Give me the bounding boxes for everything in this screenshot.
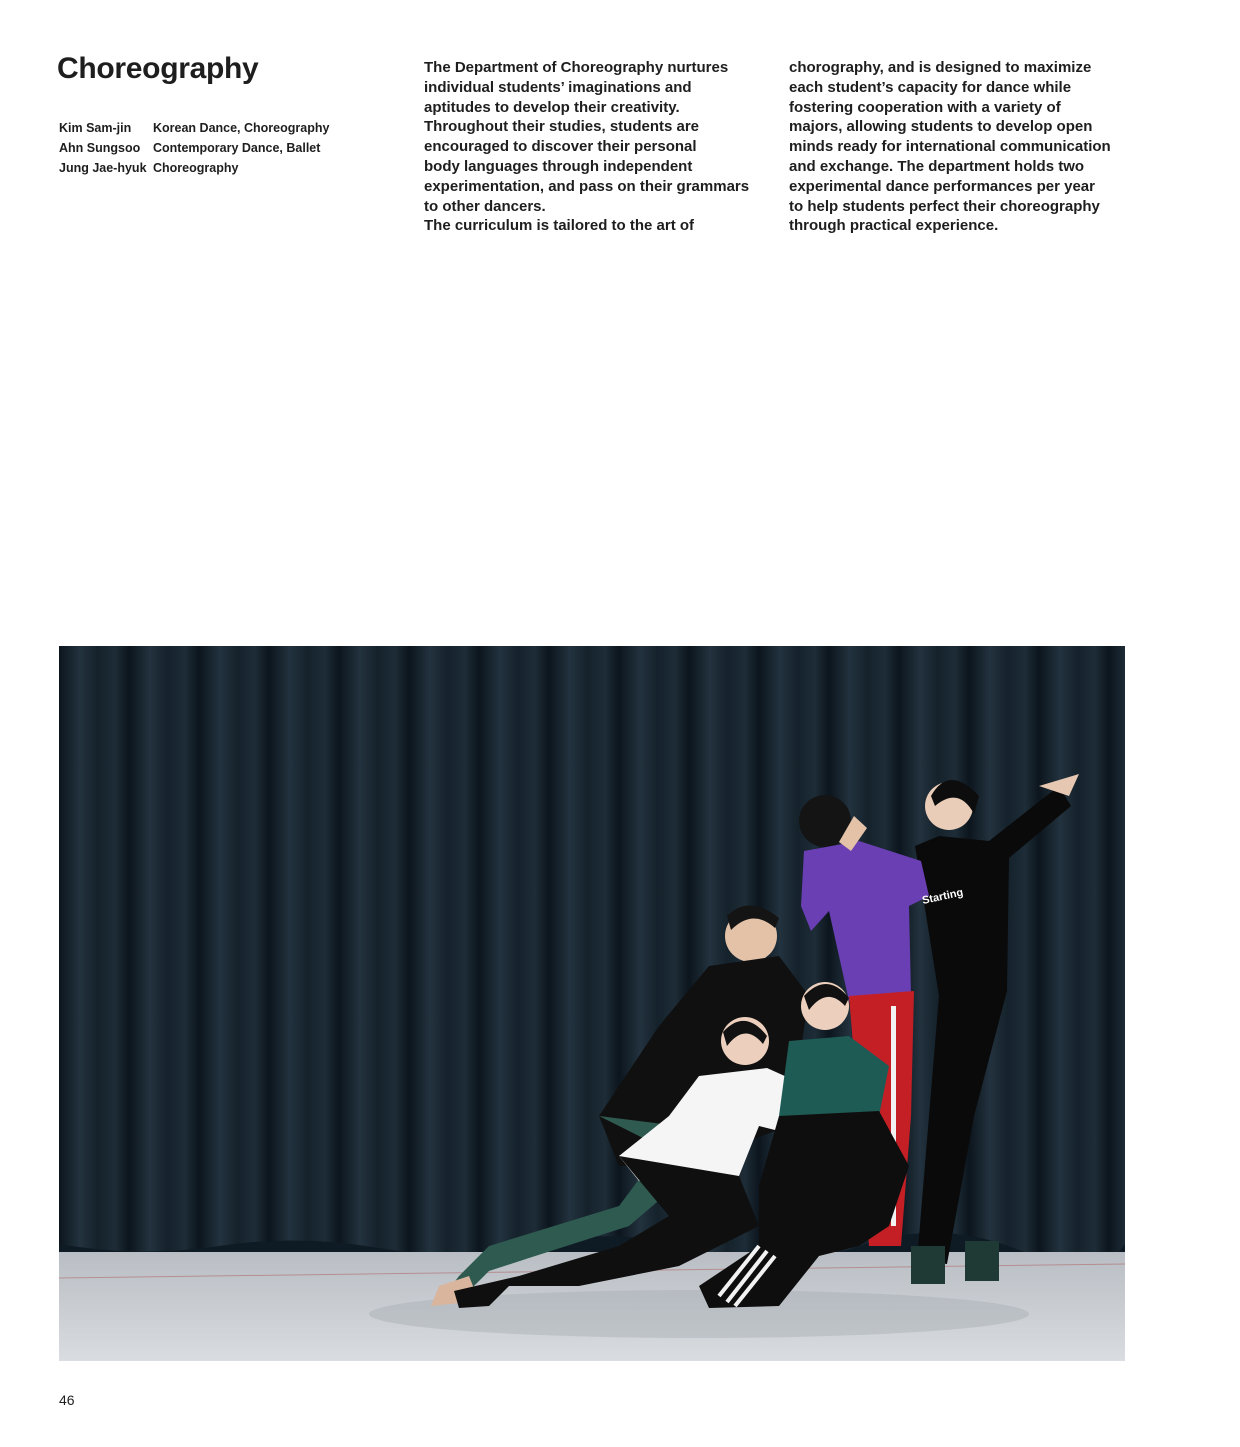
text-line: fostering cooperation with a variety of — [789, 98, 1061, 116]
text-line: to help students perfect their choreography — [789, 197, 1100, 215]
faculty-list — [59, 121, 329, 181]
text-line: experimentation, and pass on their grammars — [424, 177, 750, 195]
dance-photo — [59, 646, 1125, 1361]
faculty-name: Kim Sam-jin — [59, 121, 132, 135]
text-line: The curriculum is tailored to the art of — [424, 217, 695, 235]
text-line: chorography, and is designed to maximize — [789, 59, 1092, 76]
faculty-field: Choreography — [153, 161, 239, 175]
page-title: Choreography — [57, 52, 259, 85]
text-line: and exchange. The department holds two — [789, 157, 1085, 175]
text-line: aptitudes to develop their creativity. — [424, 98, 680, 116]
text-line: minds ready for international communication — [789, 138, 1111, 156]
body-text-column-1 — [424, 58, 749, 236]
shirt-print-text: Starting — [921, 886, 965, 907]
text-line: Throughout their studies, students are — [424, 118, 700, 136]
faculty-field: Korean Dance, Choreography — [153, 121, 330, 135]
text-line: to other dancers. — [424, 197, 546, 215]
text-line: encouraged to discover their personal — [424, 138, 697, 156]
text-line: individual students’ imaginations and — [424, 78, 692, 96]
text-line: each student’s capacity for dance while — [789, 78, 1072, 96]
faculty-row — [59, 141, 329, 161]
faculty-name: Jung Jae-hyuk — [59, 161, 147, 175]
body-text-column-2 — [789, 58, 1111, 236]
text-line: The Department of Choreography nurtures — [424, 59, 729, 76]
text-line: through practical experience. — [789, 217, 999, 235]
text-line: majors, allowing students to develop open — [789, 118, 1093, 136]
faculty-row — [59, 121, 329, 141]
faculty-name: Ahn Sungsoo — [59, 141, 141, 155]
text-line: experimental dance performances per year — [789, 177, 1095, 195]
text-line: body languages through independent — [424, 157, 693, 175]
faculty-row — [59, 161, 329, 181]
page-number: 46 — [59, 1392, 75, 1408]
faculty-field: Contemporary Dance, Ballet — [153, 141, 321, 155]
